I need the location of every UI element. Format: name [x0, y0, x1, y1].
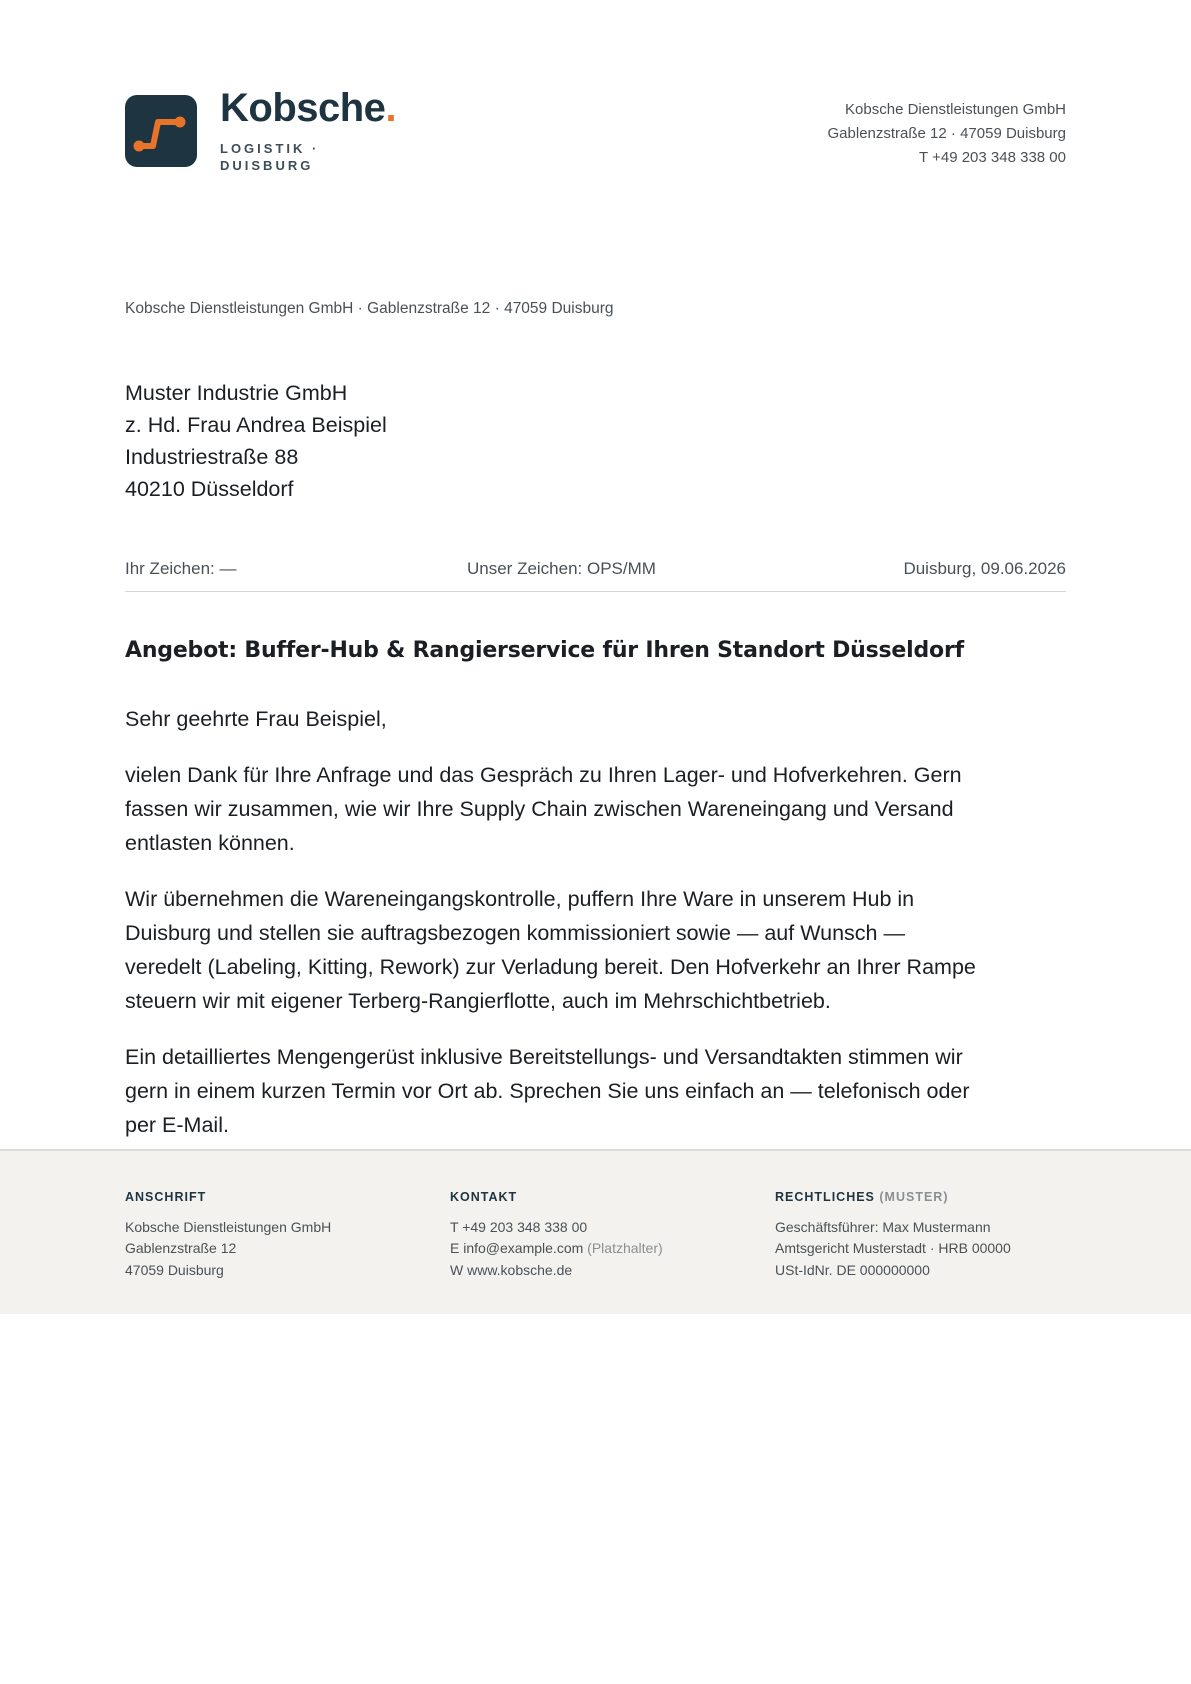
recipient-address: [125, 377, 387, 505]
footer-email[interactable]: E info@example.com: [450, 1240, 584, 1256]
footer-web[interactable]: W www.kobsche.de: [450, 1261, 573, 1278]
footer-legal-line: Amtsgericht Musterstadt · HRB 00000: [775, 1240, 1011, 1256]
footer-legal-line: Geschäftsführer: Max Mustermann: [775, 1218, 991, 1235]
footer-address-line: 47059 Duisburg: [125, 1261, 224, 1278]
letter-body: [125, 702, 985, 1164]
our-reference: Unser Zeichen: OPS/MM: [467, 559, 656, 578]
body-paragraph: vielen Dank für Ihre Anfrage und das Gespräch zu Ihren Lager- und Hofverkehren. Gern fassen wir zusammen, wie wir Ihre Supply Chain zwischen Wareneingang und Versand entlasten können.: [125, 763, 962, 855]
brand-name: [220, 86, 396, 131]
footer-legal-heading-note: (MUSTER): [879, 1190, 949, 1204]
recipient-line: Industriestraße 88: [125, 445, 299, 469]
sender-block: [828, 98, 1066, 170]
sender-address: Gablenzstraße 12 · 47059 Duisburg: [827, 125, 1066, 142]
brand-tagline: LOGISTIK · DUISBURG: [220, 141, 320, 173]
recipient-line: 40210 Düsseldorf: [125, 477, 294, 501]
footer-address-line: Kobsche Dienstleistungen GmbH: [125, 1218, 332, 1235]
footer-legal: [775, 1187, 1011, 1281]
recipient-line: z. Hd. Frau Andrea Beispiel: [125, 413, 387, 437]
footer-address-heading: ANSCHRIFT: [125, 1190, 207, 1204]
your-reference: Ihr Zeichen: —: [125, 559, 237, 578]
body-paragraph: Wir übernehmen die Wareneingangskontrolle, puffern Ihre Ware in unserem Hub in Duisburg und stellen sie auftragsbezogen kommissioniert sowie — auf Wunsch — veredelt (Labeling, Kitting, Rework) zur Verladung bereit. Den Hofverkehr an Ihrer Rampe steuern wir mit eigener Terberg-Rangierflotte, auch im Mehrschichtbetrieb.: [125, 887, 976, 1013]
route-icon: [125, 95, 197, 167]
brand-name-text: Kobsche: [220, 86, 386, 130]
place-date: Duisburg, 09.06.2026: [903, 559, 1066, 578]
footer-email-note: (Platzhalter): [587, 1240, 663, 1256]
footer-legal-heading-row: [775, 1187, 1011, 1209]
brand-dot: .: [385, 86, 397, 130]
letter-subject: Angebot: Buffer-Hub & Rangierservice für Ihren Standort Düsseldorf: [125, 638, 964, 663]
footer-contact-heading: KONTAKT: [450, 1190, 518, 1204]
sender-phone: T +49 203 348 338 00: [919, 149, 1066, 166]
sender-company: Kobsche Dienstleistungen GmbH: [845, 101, 1066, 118]
reference-row: [125, 557, 1066, 592]
letter-footer: [0, 1149, 1191, 1314]
footer-contact: [450, 1187, 663, 1281]
footer-phone: T +49 203 348 338 00: [450, 1218, 588, 1235]
footer-legal-line: USt-IdNr. DE 000000000: [775, 1261, 930, 1278]
footer-address: [125, 1187, 331, 1281]
salutation: Sehr geehrte Frau Beispiel,: [125, 707, 387, 731]
body-paragraph: Ein detailliertes Mengengerüst inklusive Bereitstellungs- und Versandtakten stimmen wir gern in einem kurzen Termin vor Ort ab. Sprechen Sie uns einfach an — telefonisch oder per E-Mail.: [125, 1045, 970, 1137]
recipient-line: Muster Industrie GmbH: [125, 381, 348, 405]
footer-legal-heading: RECHTLICHES: [775, 1190, 875, 1204]
footer-address-line: Gablenzstraße 12: [125, 1240, 237, 1256]
return-address-line: Kobsche Dienstleistungen GmbH · Gablenzstraße 12 · 47059 Duisburg: [125, 300, 614, 317]
footer-email-row: [450, 1238, 663, 1260]
